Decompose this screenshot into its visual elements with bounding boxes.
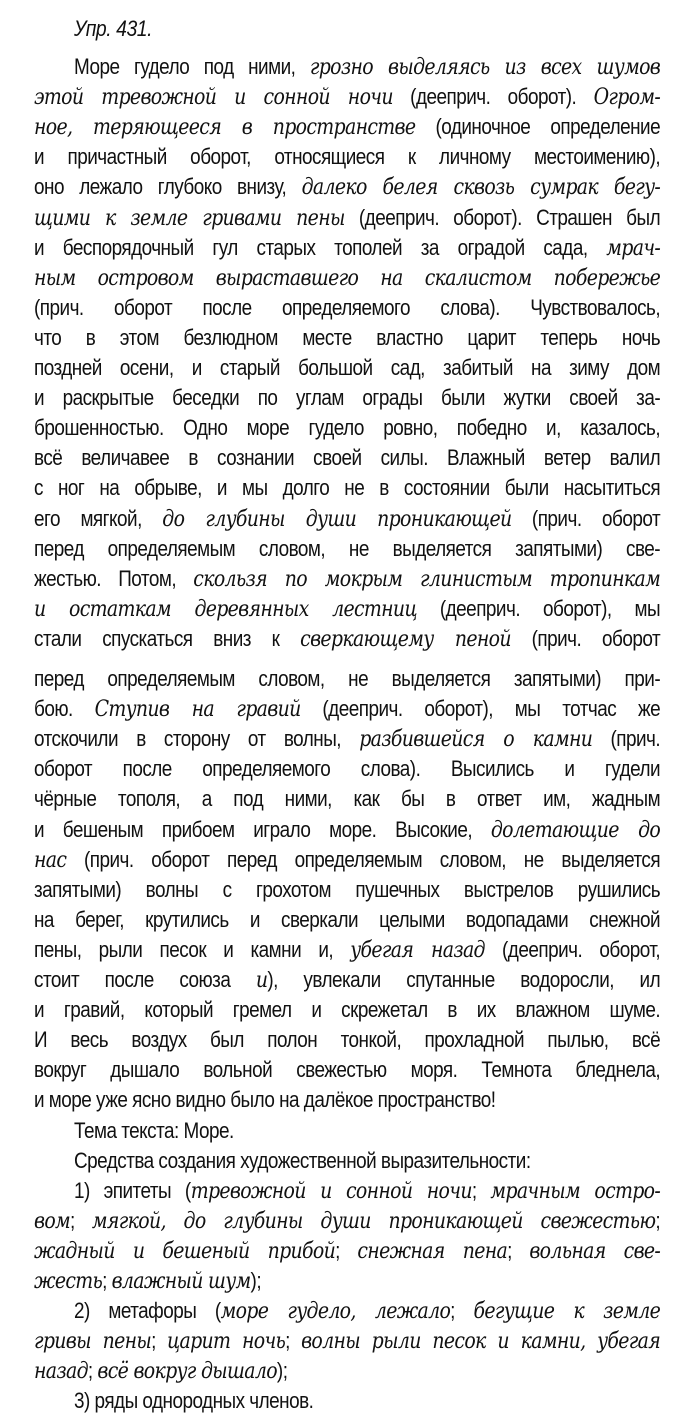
text-line	[34, 263, 660, 293]
text-line-content	[34, 935, 660, 966]
plain-text: (дееприч. оборот,	[484, 936, 661, 962]
italic-example-text: вольная све-	[529, 1238, 661, 1264]
plain-text: и бешеным прибоем играло море. Высокие,	[34, 816, 491, 842]
plain-text: его мягкой,	[34, 505, 163, 531]
text-line	[34, 323, 660, 353]
plain-text: всё величавее в сознании своей силы. Влажный ветер валил	[34, 445, 661, 471]
plain-text: (дееприч. оборот), мы	[416, 595, 661, 621]
text-line	[34, 1356, 660, 1386]
plain-text: ;	[87, 1358, 98, 1384]
text-line	[34, 534, 660, 564]
italic-example-text: разбившейся о камни	[359, 727, 593, 753]
text-line	[34, 112, 660, 142]
plain-text: на берег, крутились и сверкали целыми водопадами снежной	[34, 906, 661, 932]
plain-text: ), увлекали спутанные водоросли, ил	[267, 967, 661, 992]
text-line-content	[34, 1055, 660, 1085]
text-line	[34, 784, 660, 814]
text-line	[34, 815, 660, 845]
text-line-content	[34, 965, 660, 996]
text-line-content	[34, 1206, 660, 1237]
text-line	[74, 1146, 660, 1176]
italic-example-text: море гудело, лежало	[220, 1299, 451, 1325]
plain-text: поздней осени, и старый большой сад, забитый на зиму дом	[34, 355, 661, 380]
text-line-content	[34, 845, 660, 876]
text-line-content	[34, 754, 660, 784]
text-line	[34, 664, 660, 694]
plain-text: оборот после определяемого слова). Высились и гудели	[34, 756, 661, 782]
plain-text: (прич. оборот после определяемого слова). Чувствовалось,	[34, 294, 661, 320]
text-line	[34, 1206, 660, 1236]
text-line	[34, 995, 660, 1025]
italic-example-text: жадный и бешеный прибой	[34, 1238, 336, 1264]
text-line-content	[34, 112, 660, 143]
text-line-content	[34, 995, 660, 1025]
plain-text: 3) ряды однородных членов.	[74, 1388, 314, 1414]
italic-example-text: тревожной и сонной ночи	[190, 1178, 472, 1204]
text-line-content	[34, 203, 660, 234]
plain-text: и раскрытые беседки по углам ограды были жутки своей за-	[34, 385, 661, 411]
text-line-content	[34, 323, 660, 353]
text-line-content	[34, 172, 660, 203]
text-line	[34, 1055, 660, 1085]
italic-example-text: и остаткам деревянных лестниц	[34, 596, 417, 622]
italic-example-text: влажный шум	[111, 1269, 251, 1294]
text-line-content	[74, 1296, 660, 1327]
text-line	[34, 624, 660, 654]
text-line-content	[34, 1356, 660, 1387]
text-line-content	[34, 142, 660, 172]
text-line	[34, 413, 660, 443]
text-line-content	[34, 594, 660, 625]
plain-text: пены, рыли песок и камни и,	[34, 936, 351, 962]
text-line	[74, 52, 660, 82]
text-line	[34, 965, 660, 995]
text-line	[34, 1236, 660, 1266]
plain-text: ;	[102, 1268, 112, 1293]
plain-text: стали спускаться вниз к	[34, 625, 301, 651]
italic-example-text: назад	[34, 1359, 88, 1385]
text-line-content	[34, 1236, 660, 1267]
text-line	[74, 1296, 660, 1326]
plain-text: чёрные тополя, а под ними, как бы в ответ им, жадным	[34, 786, 661, 812]
italic-example-text: гривы пены	[34, 1329, 152, 1355]
plain-text: ;	[285, 1328, 302, 1354]
text-line-content	[34, 1025, 660, 1055]
text-line-content	[34, 504, 660, 535]
text-line-content	[34, 694, 660, 725]
text-line-content	[34, 815, 660, 846]
exercise-title: Упр. 431.	[74, 16, 153, 41]
text-line-content	[74, 1386, 660, 1416]
text-line-content	[34, 1085, 660, 1115]
plain-text: ;	[507, 1237, 530, 1263]
text-line	[74, 1386, 660, 1416]
text-line	[34, 82, 660, 112]
plain-text: с ног на обрыве, и мы долго не в состоянии были насытиться	[34, 475, 661, 501]
text-line	[34, 724, 660, 754]
plain-text: (дееприч. оборот), мы тотчас же	[300, 696, 661, 722]
text-line	[74, 1176, 660, 1206]
plain-text: и море уже ясно видно было на далёкое пространство!	[34, 1087, 496, 1113]
italic-example-text: всё вокруг дышало	[97, 1359, 277, 1385]
text-line-content	[34, 664, 660, 694]
italic-example-text: ное, теряющееся в пространстве	[34, 115, 416, 141]
text-line	[34, 383, 660, 413]
text-line-content	[34, 353, 660, 383]
plain-text: (прич. оборот	[511, 505, 661, 531]
plain-text: 1) эпитеты (	[74, 1177, 191, 1203]
text-line-content	[34, 383, 660, 413]
text-line	[34, 1326, 660, 1356]
italic-example-text: грозно выделяясь из всех шумов	[309, 55, 661, 80]
plain-text: (прич. оборот перед определяемым словом, не выделяется	[66, 846, 661, 872]
plain-text: отскочили в сторону от волны,	[34, 726, 360, 752]
plain-text: (прич. оборот	[510, 625, 661, 651]
text-line-content	[74, 1146, 660, 1176]
text-line-content	[34, 233, 660, 264]
plain-text: И весь воздух был полон тонкой, прохладной пылью, всё	[34, 1027, 661, 1053]
text-line-content	[74, 1176, 660, 1207]
italic-example-text: Ступив на гравий	[94, 697, 301, 723]
text-line	[34, 353, 660, 383]
italic-example-text: до глубины души проникающей	[162, 506, 512, 532]
text-line	[34, 1266, 660, 1296]
text-line-content	[34, 905, 660, 935]
plain-text: (одиночное определение	[415, 114, 661, 140]
plain-text: 2) метафоры (	[74, 1298, 221, 1324]
text-line-content	[34, 1266, 660, 1297]
text-line-content	[34, 473, 660, 503]
text-line-content	[34, 82, 660, 113]
italic-example-text: далеко белея сквозь сумрак бегу-	[301, 175, 661, 201]
plain-text: перед определяемым словом, не выделяется запятыми) све-	[34, 535, 661, 561]
italic-example-text: скользя по мокрым глинистым тропинкам	[193, 566, 661, 592]
text-line-content	[34, 784, 660, 814]
plain-text: запятыми) волны с грохотом пушечных выстрелов рушились	[34, 876, 661, 902]
text-line	[34, 142, 660, 172]
text-line	[34, 594, 660, 624]
italic-example-text: и	[255, 968, 268, 993]
text-line-content	[74, 52, 660, 83]
text-line	[34, 233, 660, 263]
plain-text: что в этом безлюдном месте властно царит теперь ночь	[34, 324, 661, 350]
text-line	[34, 905, 660, 935]
plain-text: брошенностью. Одно море гудело ровно, победно и, казалось,	[34, 415, 661, 441]
italic-example-text: мрачным остро-	[490, 1178, 661, 1204]
italic-example-text: волны рыли песок и камни, убегая	[301, 1329, 661, 1355]
plain-text: оно лежало глубоко внизу,	[34, 174, 302, 200]
text-line-content	[74, 1116, 660, 1146]
italic-example-text: убегая назад	[350, 937, 485, 963]
plain-text: Средства создания художественной выразительности:	[74, 1147, 531, 1173]
plain-text: стоит после союза	[34, 967, 256, 992]
italic-example-text: жесть	[34, 1269, 103, 1294]
plain-text: (дееприч. оборот). Страшен был	[344, 204, 661, 230]
plain-text: Море гудело под ними,	[74, 54, 310, 79]
plain-text: вокруг дышало вольной свежестью моря. Темнота бледнела,	[34, 1057, 661, 1083]
plain-text: ;	[335, 1237, 358, 1263]
italic-example-text: сверкающему пеной	[300, 626, 511, 652]
italic-example-text: этой тревожной и сонной ночи	[34, 85, 393, 111]
plain-text: );	[250, 1268, 262, 1293]
text-line	[34, 473, 660, 503]
plain-text: ;	[655, 1207, 661, 1233]
text-line-content	[34, 624, 660, 655]
plain-text: перед определяемым словом, не выделяется запятыми) при-	[34, 666, 661, 691]
text-line	[34, 1025, 660, 1055]
text-line-content	[34, 724, 660, 755]
plain-text: и гравий, который гремел и скрежетал в их влажном шуме.	[34, 997, 661, 1023]
italic-example-text: снежная пена	[357, 1238, 508, 1264]
text-line-content	[34, 293, 660, 323]
text-line	[34, 845, 660, 875]
plain-text: (прич.	[592, 726, 661, 752]
plain-text: (дееприч. оборот).	[392, 84, 594, 110]
text-line-content	[34, 413, 660, 443]
italic-example-text: Огром-	[593, 85, 661, 111]
plain-text: ;	[471, 1177, 491, 1203]
text-line-content	[34, 534, 660, 564]
italic-example-text: щими к земле гривами пены	[34, 205, 345, 231]
italic-example-text: мягкой, до глубины души проникающей свежестью	[91, 1208, 656, 1234]
italic-example-text: вом	[34, 1208, 71, 1234]
plain-text: ;	[450, 1298, 474, 1324]
plain-text: ;	[70, 1207, 92, 1233]
plain-text: и причастный оборот, относящиеся к личному местоимению),	[34, 144, 661, 170]
italic-example-text: царит ночь	[166, 1329, 286, 1355]
text-line	[34, 694, 660, 724]
italic-example-text: ным островом выраставшего на скалистом побережье	[34, 265, 661, 291]
text-line-content	[34, 564, 660, 595]
text-line	[34, 293, 660, 323]
text-line-content	[34, 263, 660, 294]
text-line	[34, 564, 660, 594]
plain-text: бою.	[34, 696, 95, 722]
text-line-content	[34, 1326, 660, 1357]
italic-example-text: долетающие до	[490, 817, 661, 843]
text-line-content	[34, 875, 660, 905]
plain-text: Тема текста: Море.	[74, 1117, 234, 1143]
text-line	[34, 504, 660, 534]
text-line	[34, 754, 660, 784]
text-line	[34, 1085, 660, 1115]
plain-text: );	[276, 1358, 288, 1384]
text-line	[74, 1116, 660, 1146]
text-line	[34, 443, 660, 473]
plain-text: ;	[151, 1328, 167, 1354]
text-line	[34, 935, 660, 965]
text-line	[34, 172, 660, 202]
italic-example-text: нас	[34, 847, 67, 873]
italic-example-text: мрач-	[606, 235, 661, 261]
plain-text: жестью. Потом,	[34, 565, 194, 591]
text-line-content	[34, 443, 660, 473]
text-line	[34, 203, 660, 233]
text-line	[34, 875, 660, 905]
plain-text: и беспорядочный гул старых тополей за оградой сада,	[34, 234, 607, 260]
italic-example-text: бегущие к земле	[473, 1299, 661, 1325]
